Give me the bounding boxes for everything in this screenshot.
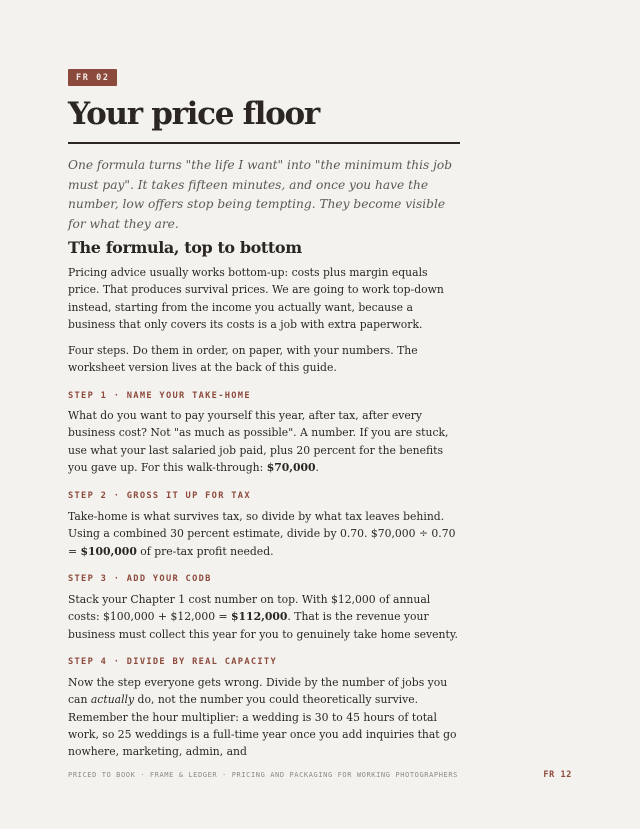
page-title: Your price floor — [68, 96, 319, 132]
chapter-tag: FR 02 — [68, 69, 117, 86]
step-3-text — [68, 591, 458, 643]
step-3-value: $112,000 — [231, 610, 288, 624]
step-4-text-before: Now the step everyone gets wrong. Divide by the number of jobs you can — [68, 676, 448, 707]
step-3-text-before: Stack your Chapter 1 cost number on top. With $12,000 of annual costs: $100,000 + $12,000 = — [68, 593, 431, 624]
section-heading: The formula, top to bottom — [68, 238, 302, 257]
step-3-label: STEP 3 · ADD YOUR CODB — [68, 574, 212, 584]
step-4-text-after: do, not the number you could theoretically survive. Remember the hour multiplier: a wedding is 30 to 45 hours of total work, so 25 weddings is a full-time year once you add inquiries that go nowhere, marketing, admin, and — [68, 693, 457, 759]
step-4-emphasis: actually — [90, 693, 135, 707]
step-4-text — [68, 674, 458, 760]
step-1-text-before: What do you want to pay yourself this year, after tax, after every business cost? Not "as much as possible". A number. If you are stuck, use what your last salaried job paid, plus 20 percent for the benefits you gave up. For this walk-through: — [68, 409, 449, 474]
title-divider — [68, 142, 460, 144]
step-3-text-after: . That is the revenue your business must collect this year for you to genuinely take home seventy. — [68, 610, 458, 641]
step-1-label: STEP 1 · NAME YOUR TAKE-HOME — [68, 391, 251, 401]
step-1-value: $70,000 — [266, 460, 316, 474]
lede-paragraph: One formula turns "the life I want" into "the minimum this job must pay". It takes fifteen minutes, and once you have the number, low offers stop being tempting. They become visible for what they are. — [68, 158, 453, 231]
page-number: FR 12 — [543, 770, 572, 780]
step-2-value: $100,000 — [80, 544, 137, 558]
step-2-text-before: Take-home is what survives tax, so divide by what tax leaves behind. Using a combined 30 percent estimate, divide by 0.70. $70,000 ÷ 0.70 = — [68, 510, 456, 558]
step-2-text-after: of pre-tax profit needed. — [136, 544, 274, 558]
step-4-label: STEP 4 · DIVIDE BY REAL CAPACITY — [68, 657, 277, 667]
step-2-text — [68, 508, 458, 560]
step-1-text — [68, 407, 458, 476]
step-2-label: STEP 2 · GROSS IT UP FOR TAX — [68, 491, 251, 501]
step-1-text-after: . — [315, 460, 319, 474]
running-footer: PRICED TO BOOK · FRAME & LEDGER · PRICING AND PACKAGING FOR WORKING PHOTOGRAPHERS — [68, 771, 458, 779]
intro-paragraph-2: Four steps. Do them in order, on paper, with your numbers. The worksheet version lives at the back of this guide. — [68, 344, 418, 375]
intro-paragraph-1: Pricing advice usually works bottom-up: costs plus margin equals price. That produces survival prices. We are going to work top-down instead, starting from the income you actually want, because a business that only covers its costs is a job with extra paperwork. — [68, 266, 444, 331]
